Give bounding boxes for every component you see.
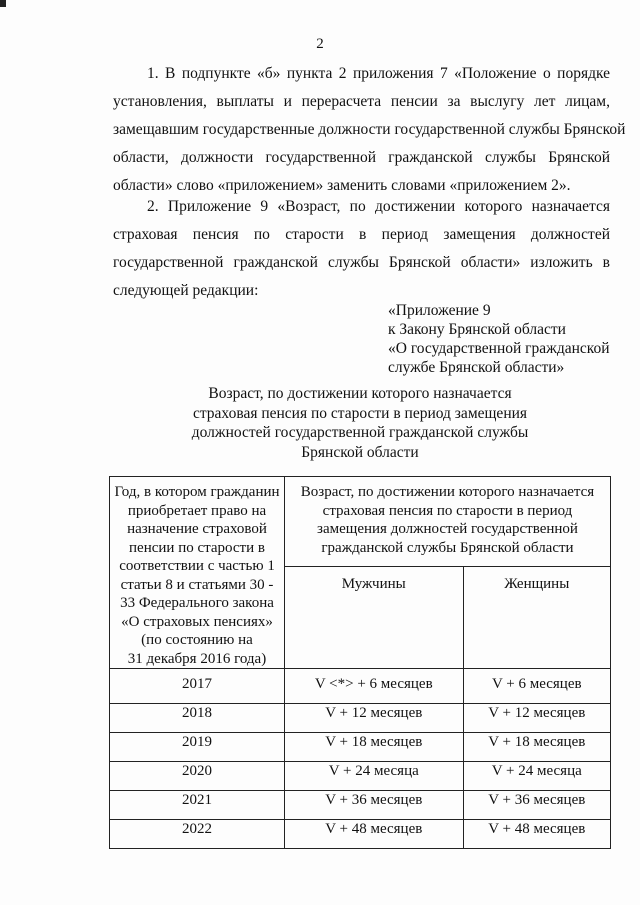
paragraph-line: 1. В подпункте «б» пункта 2 приложения 7 «Положение о порядке (147, 65, 610, 82)
year-cell: 2021 (110, 791, 285, 820)
table-title-line: Брянской области (301, 443, 419, 461)
men-age-cell: V <*> + 6 месяцев (285, 669, 464, 704)
men-age-cell: V + 12 месяцев (285, 704, 464, 733)
year-cell: 2020 (110, 762, 285, 791)
women-age-cell: V + 18 месяцев (463, 733, 610, 762)
paragraph-line: следующей редакции: (113, 282, 259, 299)
men-column-header: Мужчины (285, 567, 464, 669)
appendix-line: к Закону Брянской области (388, 321, 566, 338)
table-title-line: Возраст, по достижении которого назначается (208, 385, 512, 402)
paragraph-line: страховая пенсия по старости в период замещения должностей (113, 226, 610, 243)
paragraph-line: области» слово «приложением» заменить словами «приложением 2». (113, 177, 571, 194)
scan-corner-mark (0, 0, 6, 7)
paragraph-line: установления, выплаты и перерасчета пенсии за выслугу лет лицам, (113, 93, 610, 110)
women-age-cell: V + 24 месяца (463, 762, 610, 791)
paragraph-line: замещавшим государственные должности государственной службы Брянской (113, 121, 626, 138)
appendix-header (388, 301, 610, 377)
paragraph-2 (113, 193, 610, 305)
year-cell: 2018 (110, 704, 285, 733)
women-column-header: Женщины (463, 567, 610, 669)
table-row (110, 820, 611, 849)
appendix-line: службе Брянской области» (388, 359, 565, 376)
year-cell: 2017 (110, 669, 285, 704)
women-age-cell: V + 12 месяцев (463, 704, 610, 733)
women-age-cell: V + 36 месяцев (463, 791, 610, 820)
table-row (110, 669, 611, 704)
table-title-line: страховая пенсия по старости в период замещения (192, 404, 528, 422)
table-row (110, 762, 611, 791)
table-title-line: должностей государственной гражданской службы (191, 424, 529, 441)
table-row (110, 733, 611, 762)
paragraph-line: государственной гражданской службы Брянской области» изложить в (113, 254, 610, 271)
paragraph-1 (113, 60, 626, 200)
women-age-cell: V + 48 месяцев (463, 820, 610, 849)
table-row (110, 704, 611, 733)
appendix-line: «О государственной гражданской (388, 340, 610, 357)
table-row (110, 791, 611, 820)
year-column-header: Год, в котором гражданин приобретает право на назначение страховой пенсии по старости в соответствии с частью 1 статьи 8 и статьями 30 - 33 Федерального закона «О страховых пенсиях» (по состоянию на 31 декабря 2016 года) (110, 477, 285, 669)
men-age-cell: V + 36 месяцев (285, 791, 464, 820)
men-age-cell: V + 48 месяцев (285, 820, 464, 849)
appendix-line: «Приложение 9 (388, 302, 491, 319)
pension-age-table (109, 476, 611, 849)
paragraph-line: 2. Приложение 9 «Возраст, по достижении которого назначается (147, 198, 610, 215)
paragraph-line: области, должности государственной гражданской службы Брянской (113, 149, 610, 166)
table-title (150, 384, 570, 462)
year-cell: 2019 (110, 733, 285, 762)
year-cell: 2022 (110, 820, 285, 849)
men-age-cell: V + 24 месяца (285, 762, 464, 791)
men-age-cell: V + 18 месяцев (285, 733, 464, 762)
age-column-header: Возраст, по достижении которого назначается страховая пенсия по старости в период замещения должностей государственной гражданской службы Брянской области (285, 477, 611, 567)
page-number: 2 (316, 36, 324, 52)
women-age-cell: V + 6 месяцев (463, 669, 610, 704)
